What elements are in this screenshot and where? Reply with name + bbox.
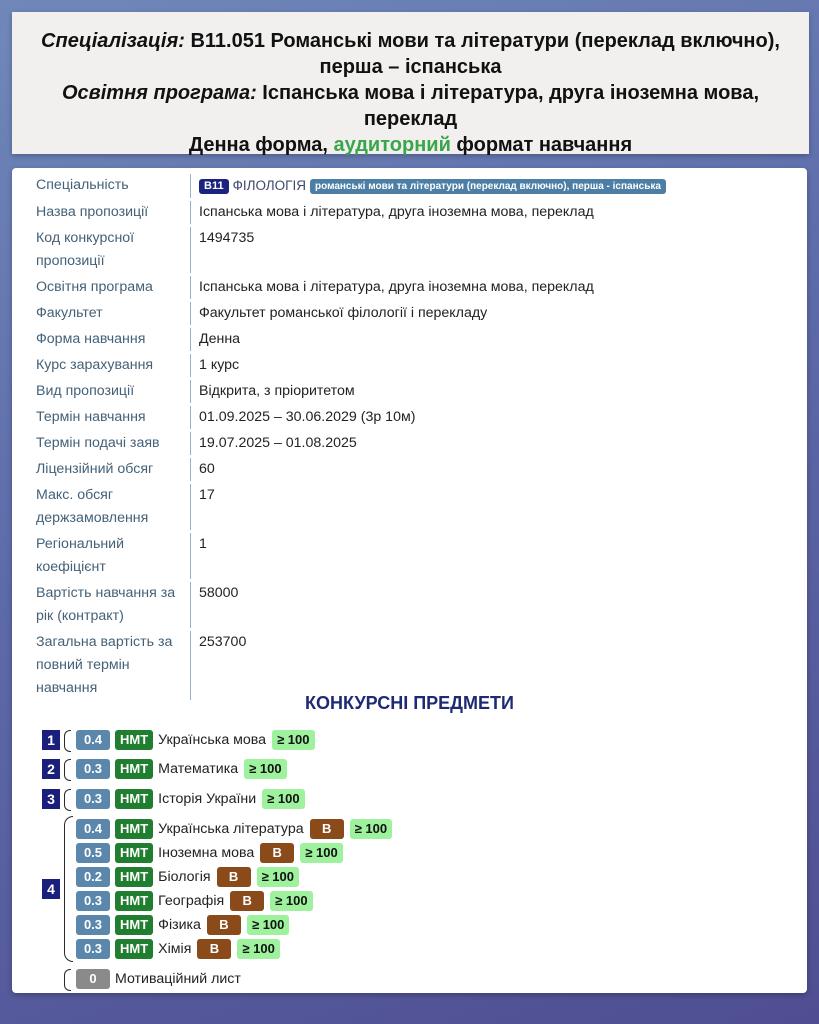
program-prefix: Освітня програма: bbox=[61, 82, 257, 104]
coefficient-badge: 0.3 bbox=[76, 891, 110, 911]
min-score-badge: ≥ 100 bbox=[262, 789, 304, 809]
nmt-badge: НМТ bbox=[115, 843, 153, 863]
level-b-badge: B bbox=[197, 939, 231, 959]
level-b-badge: B bbox=[260, 843, 294, 863]
format-highlight: аудиторний bbox=[333, 134, 451, 156]
info-label: Спеціальність bbox=[12, 174, 191, 198]
motivation-bracket bbox=[64, 969, 71, 991]
info-row bbox=[12, 579, 807, 628]
info-value: 253700 bbox=[199, 634, 247, 650]
min-score-badge: ≥ 100 bbox=[350, 819, 392, 839]
info-row bbox=[12, 224, 807, 273]
info-row bbox=[12, 273, 807, 299]
subject-name: Географія bbox=[158, 893, 225, 909]
info-value: 60 bbox=[199, 461, 215, 477]
level-b-badge: B bbox=[207, 915, 241, 935]
min-score-badge: ≥ 100 bbox=[257, 867, 299, 887]
subject-name: Хімія bbox=[158, 941, 192, 957]
group-number-badge: 1 bbox=[42, 730, 60, 750]
subject-row bbox=[76, 788, 305, 810]
info-label: Назва пропозиції bbox=[12, 201, 191, 224]
coefficient-badge: 0.4 bbox=[76, 819, 110, 839]
info-row bbox=[12, 530, 807, 579]
min-score-badge: ≥ 100 bbox=[272, 730, 314, 750]
header-line-program bbox=[26, 80, 795, 132]
nmt-badge: НМТ bbox=[115, 789, 153, 809]
group-bracket bbox=[64, 759, 71, 781]
info-row bbox=[12, 198, 807, 224]
group-bracket bbox=[64, 789, 71, 811]
info-label: Курс зарахування bbox=[12, 354, 191, 377]
group-bracket bbox=[64, 816, 73, 962]
info-label: Термін подачі заяв bbox=[12, 432, 191, 455]
group-number-badge: 3 bbox=[42, 789, 60, 809]
info-value: 1 курс bbox=[199, 357, 240, 373]
group-number-badge: 2 bbox=[42, 759, 60, 779]
nmt-badge: НМТ bbox=[115, 867, 153, 887]
subject-name: Біологія bbox=[158, 869, 211, 885]
info-row bbox=[12, 299, 807, 325]
info-label: Регіональний коефіцієнт bbox=[12, 533, 191, 579]
subject-name: Фізика bbox=[158, 917, 201, 933]
info-row bbox=[12, 403, 807, 429]
header-card bbox=[12, 12, 809, 154]
motivation-row bbox=[76, 968, 247, 990]
min-score-badge: ≥ 100 bbox=[247, 915, 289, 935]
program-text: Іспанська мова і література, друга іноземна мова, переклад bbox=[256, 82, 759, 130]
nmt-badge: НМТ bbox=[115, 759, 153, 779]
info-label: Вартість навчання за рік (контракт) bbox=[12, 582, 191, 628]
info-label: Форма навчання bbox=[12, 328, 191, 351]
info-value: 1 bbox=[199, 536, 207, 552]
subject-row bbox=[76, 914, 289, 936]
subject-row bbox=[76, 890, 313, 912]
coefficient-badge: 0.2 bbox=[76, 867, 110, 887]
subject-row bbox=[76, 938, 280, 960]
offer-info-card bbox=[12, 168, 807, 993]
info-label: Факультет bbox=[12, 302, 191, 325]
group-bracket bbox=[64, 730, 71, 752]
subject-name: Мотиваційний лист bbox=[115, 971, 241, 987]
header-line-specialization bbox=[26, 28, 795, 80]
info-row bbox=[12, 377, 807, 403]
level-b-badge: B bbox=[310, 819, 344, 839]
min-score-badge: ≥ 100 bbox=[244, 759, 286, 779]
info-value: Іспанська мова і література, друга іноземна мова, переклад bbox=[199, 279, 594, 295]
coefficient-badge: 0.3 bbox=[76, 915, 110, 935]
subject-row bbox=[76, 866, 299, 888]
info-label: Освітня програма bbox=[12, 276, 191, 299]
group-number-badge: 4 bbox=[42, 879, 60, 899]
subject-row bbox=[76, 842, 343, 864]
info-row bbox=[12, 429, 807, 455]
info-label: Термін навчання bbox=[12, 406, 191, 429]
info-row bbox=[12, 481, 807, 530]
info-value: Денна bbox=[199, 331, 241, 347]
info-value: 1494735 bbox=[199, 230, 255, 246]
info-value bbox=[191, 174, 807, 198]
format-text-b: формат навчання bbox=[450, 134, 633, 156]
coefficient-badge: 0 bbox=[76, 969, 110, 989]
info-label: Код конкурсної пропозиції bbox=[12, 227, 191, 273]
info-value: 19.07.2025 – 01.08.2025 bbox=[199, 435, 357, 451]
nmt-badge: НМТ bbox=[115, 819, 153, 839]
subjects-title: КОНКУРСНІ ПРЕДМЕТИ bbox=[305, 693, 514, 713]
nmt-badge: НМТ bbox=[115, 915, 153, 935]
info-label: Макс. обсяг держзамовлення bbox=[12, 484, 191, 530]
info-row bbox=[12, 325, 807, 351]
nmt-badge: НМТ bbox=[115, 891, 153, 911]
info-row bbox=[12, 455, 807, 481]
subject-name: Історія України bbox=[158, 791, 257, 807]
coefficient-badge: 0.5 bbox=[76, 843, 110, 863]
specialty-detail-badge: романські мови та літератури (переклад включно), перша - іспанська bbox=[310, 179, 666, 194]
subject-name: Українська література bbox=[158, 821, 304, 837]
level-b-badge: B bbox=[230, 891, 264, 911]
coefficient-badge: 0.3 bbox=[76, 789, 110, 809]
format-text-a: Денна форма, bbox=[188, 134, 334, 156]
coefficient-badge: 0.4 bbox=[76, 730, 110, 750]
info-value: Іспанська мова і література, друга іноземна мова, переклад bbox=[199, 204, 594, 220]
min-score-badge: ≥ 100 bbox=[270, 891, 312, 911]
specialization-prefix: Спеціалізація: bbox=[41, 30, 185, 52]
specialty-name: ФІЛОЛОГІЯ bbox=[232, 178, 306, 193]
nmt-badge: НМТ bbox=[115, 730, 153, 750]
info-label: Загальна вартість за повний термін навчання bbox=[12, 631, 191, 700]
info-value: 58000 bbox=[199, 585, 239, 601]
header-line-format bbox=[26, 132, 795, 158]
info-row bbox=[12, 351, 807, 377]
info-value: Факультет романської філології і перекладу bbox=[199, 305, 488, 321]
subject-name: Іноземна мова bbox=[158, 845, 255, 861]
coefficient-badge: 0.3 bbox=[76, 939, 110, 959]
nmt-badge: НМТ bbox=[115, 939, 153, 959]
subject-name: Математика bbox=[158, 761, 239, 777]
info-value: 01.09.2025 – 30.06.2029 (3р 10м) bbox=[199, 409, 416, 425]
level-b-badge: B bbox=[217, 867, 251, 887]
specialization-text: B11.051 Романські мови та літератури (переклад включно), перша – іспанська bbox=[184, 30, 780, 78]
subject-row bbox=[76, 818, 392, 840]
info-value: Відкрита, з пріоритетом bbox=[199, 383, 355, 399]
info-row-specialty bbox=[12, 168, 807, 198]
min-score-badge: ≥ 100 bbox=[300, 843, 342, 863]
info-label: Ліцензійний обсяг bbox=[12, 458, 191, 481]
coefficient-badge: 0.3 bbox=[76, 759, 110, 779]
min-score-badge: ≥ 100 bbox=[237, 939, 279, 959]
info-label: Вид пропозиції bbox=[12, 380, 191, 403]
subject-row bbox=[76, 729, 315, 751]
subject-row bbox=[76, 758, 287, 780]
specialty-code-badge: B11 bbox=[199, 179, 229, 194]
subject-name: Українська мова bbox=[158, 732, 267, 748]
offer-info-table bbox=[12, 168, 807, 704]
info-value: 17 bbox=[199, 487, 215, 503]
